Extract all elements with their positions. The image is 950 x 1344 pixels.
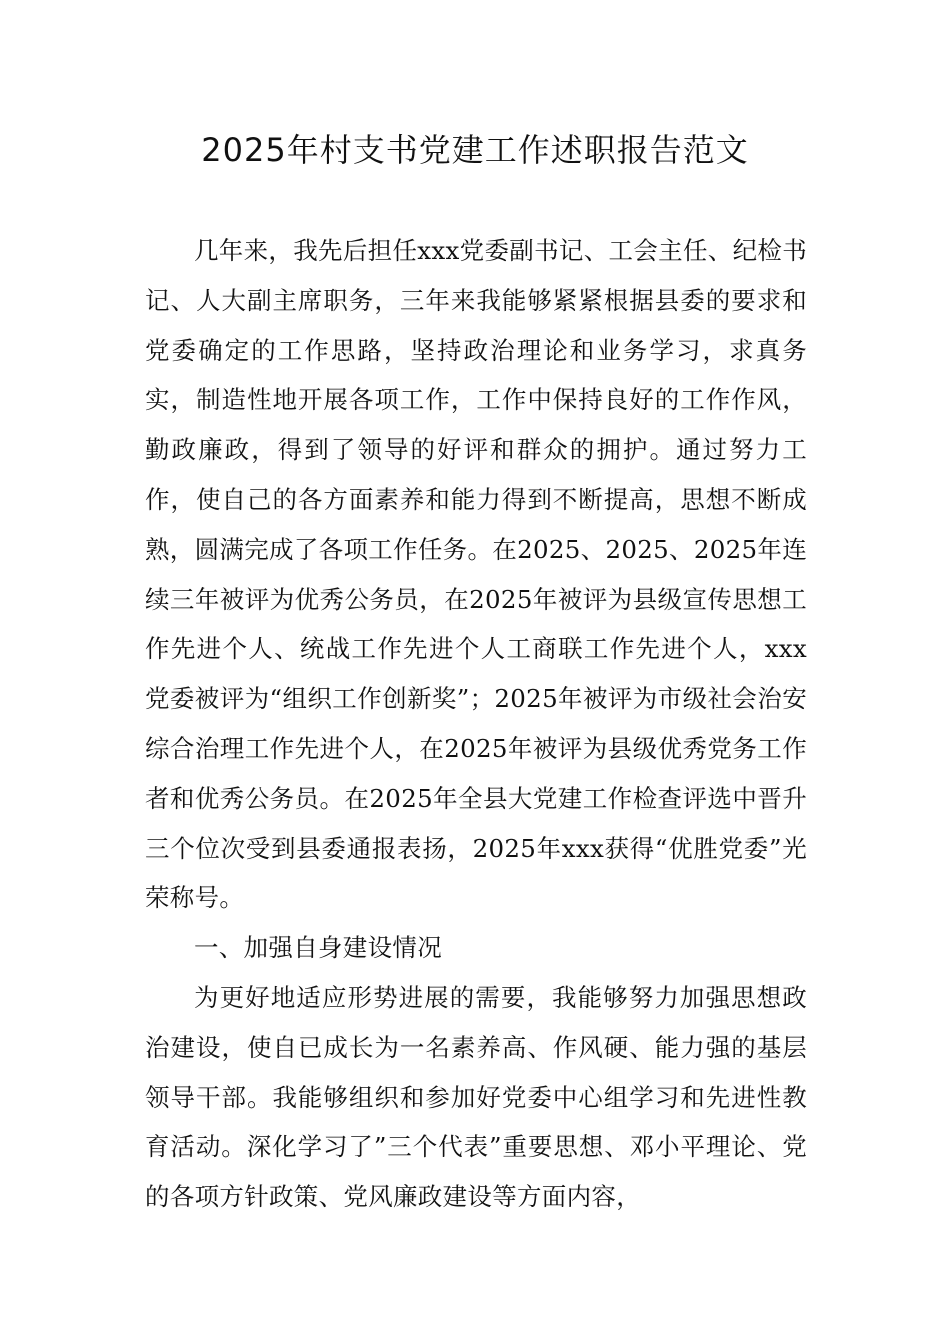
document-title: 2025年村支书党建工作述职报告范文: [201, 131, 749, 169]
intro-paragraph: 几年来，我先后担任xxx党委副书记、工会主任、纪检书记、人大副主席职务，三年来我能够紧紧根据县委的要求和党委确定的工作思路，坚持政治理论和业务学习，求真务实，制造性地开展各项工作，工作中保持良好的工作作风，勤政廉政，得到了领导的好评和群众的拥护。通过努力工作，使自己的各方面素养和能力得到不断提高，思想不断成熟，圆满完成了各项工作任务。在2025、2025、2025年连续三年被评为优秀公务员，在2025年被评为县级宣传思想工作先进个人、统战工作先进个人工商联工作先进个人，xxx党委被评为“组织工作创新奖”；2025年被评为市级社会治安综合治理工作先进个人，在2025年被评为县级优秀党务工作者和优秀公务员。在2025年全县大党建工作检查评选中晋升三个位次受到县委通报表扬，2025年xxx获得“优胜党委”光荣称号。: [145, 236, 807, 913]
section-paragraph: 为更好地适应形势进展的需要，我能够努力加强思想政治建设，使自已成长为一名素养高、作风硬、能力强的基层领导干部。我能够组织和参加好党委中心组学习和先进性教育活动。深化学习了”三个代表”重要思想、邓小平理论、党的各项方针政策、党风廉政建设等方面内容，: [145, 982, 807, 1212]
section-heading: 一、加强自身建设情况: [194, 933, 442, 963]
document-body: [145, 226, 807, 1222]
